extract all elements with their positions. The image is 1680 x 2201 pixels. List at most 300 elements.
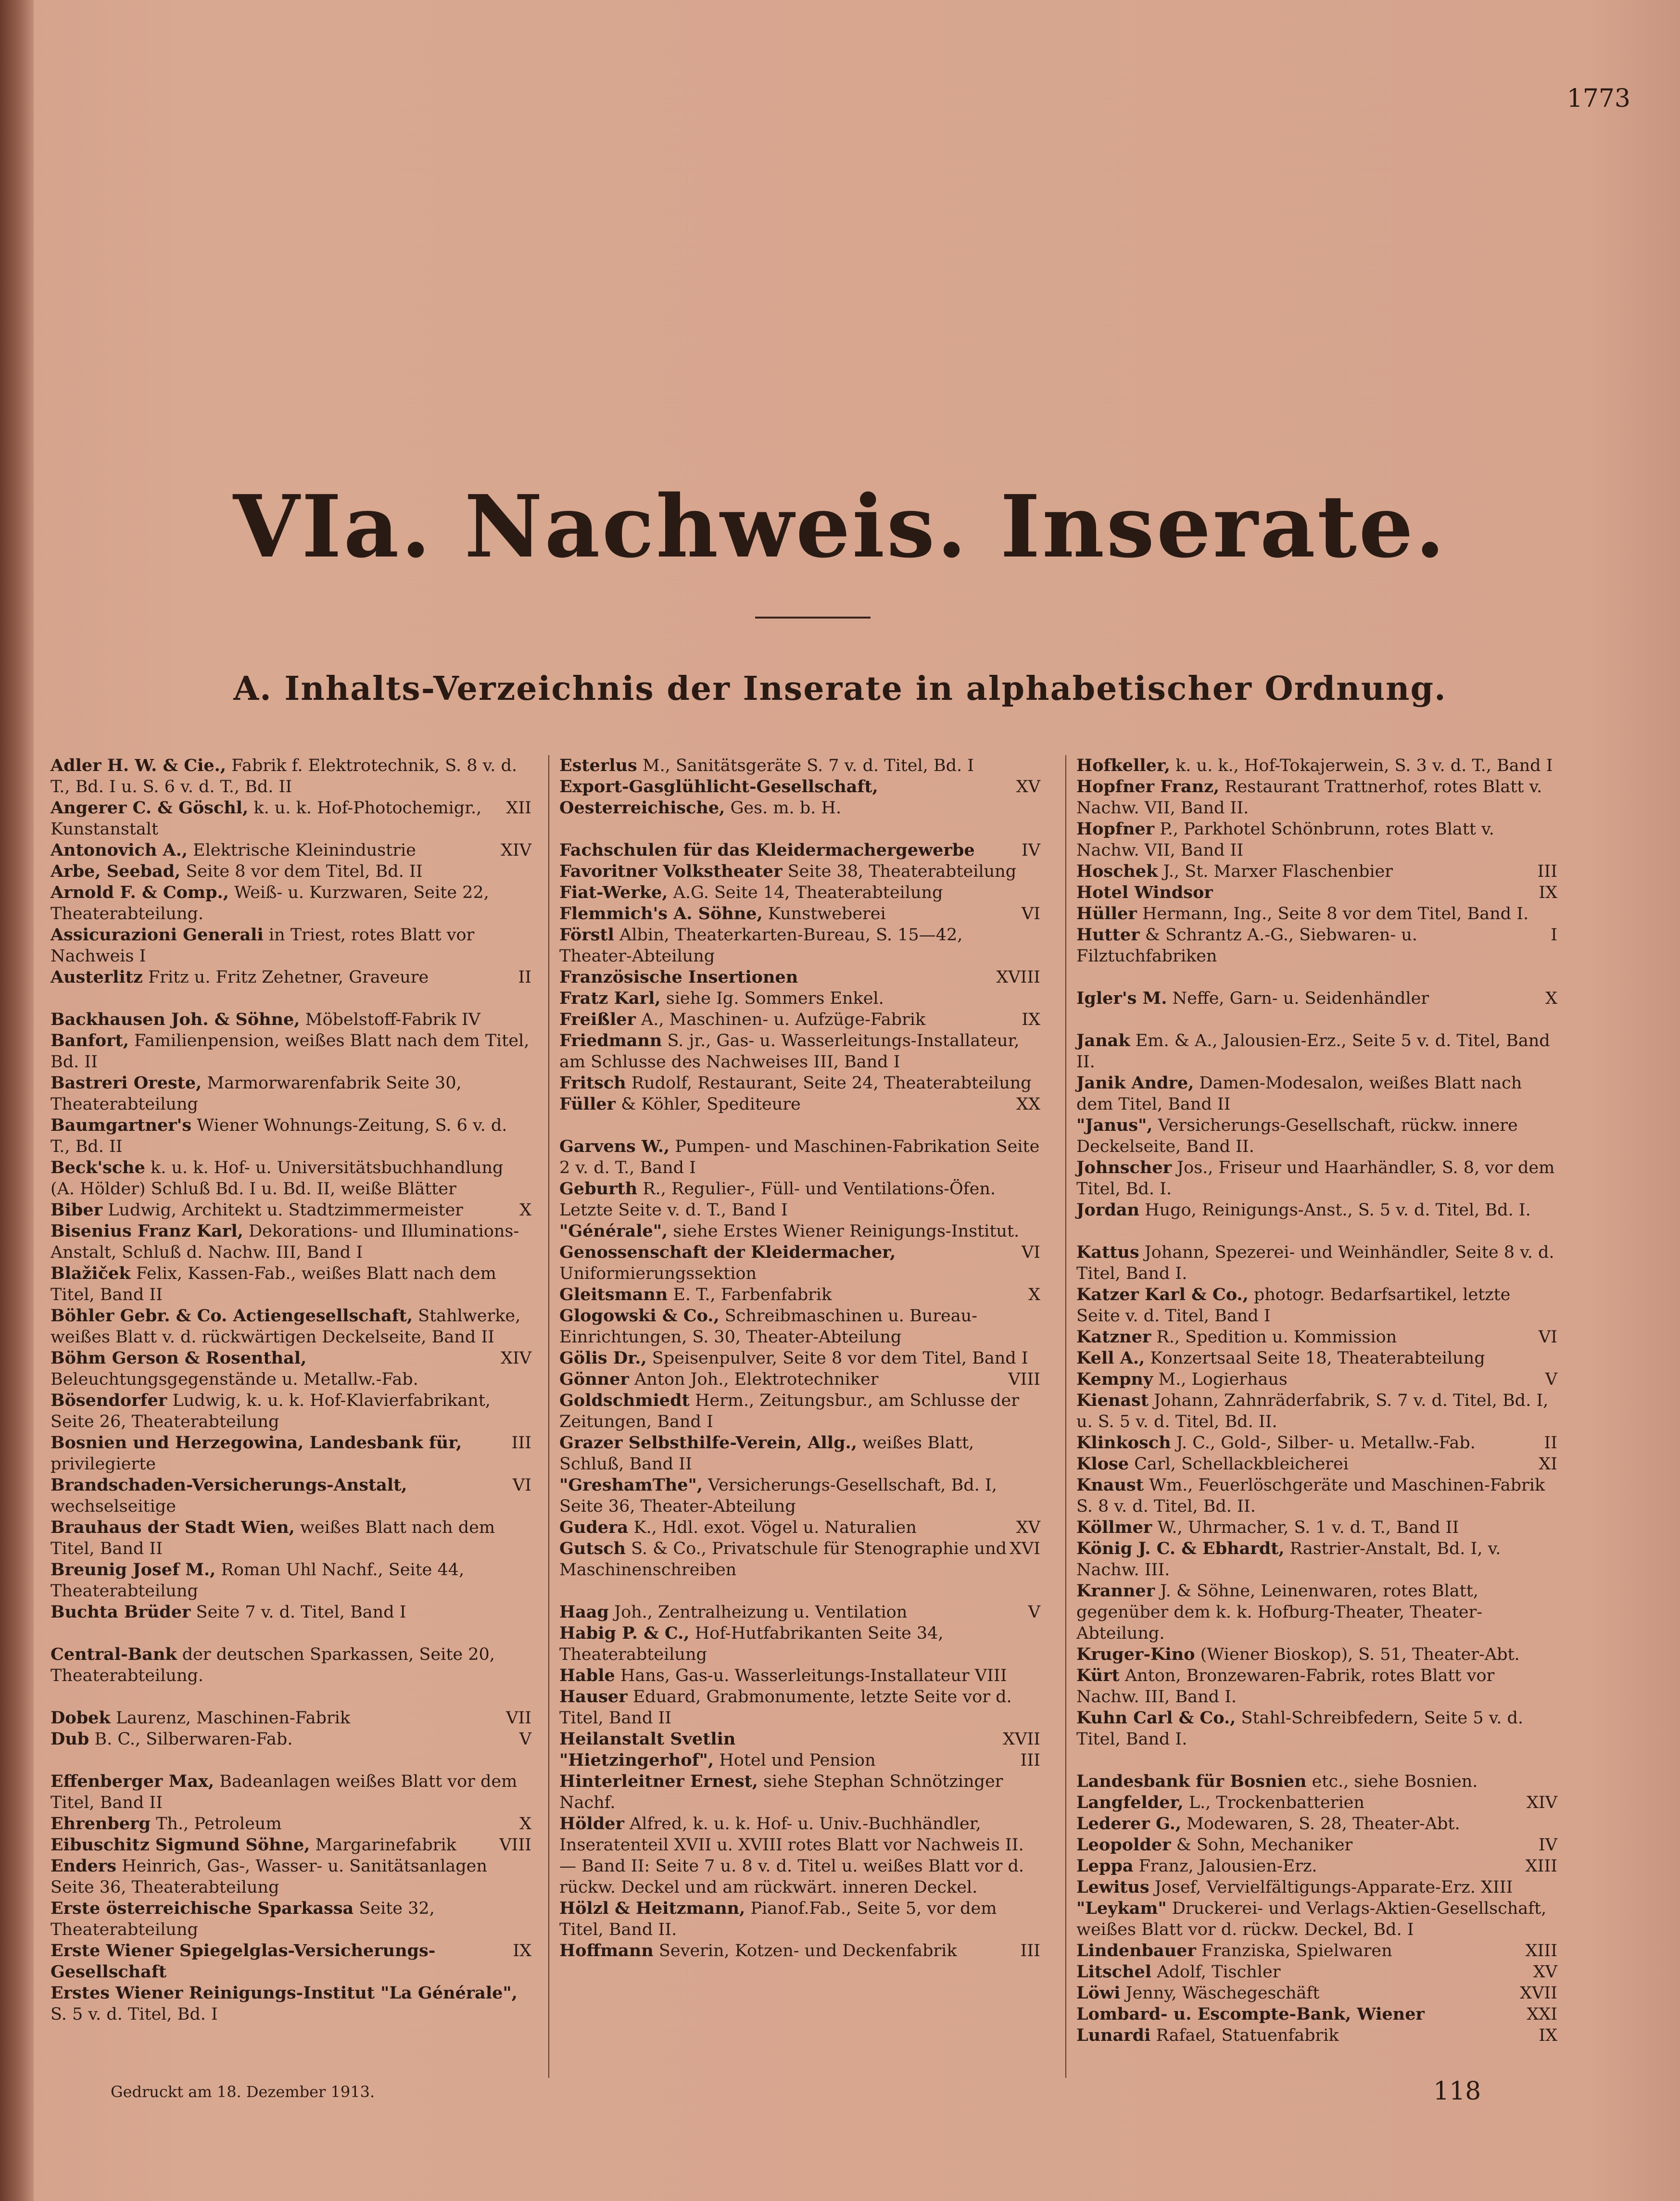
entry-description: Seite 7 v. d. Titel, Band I (190, 1603, 406, 1622)
index-entry (51, 1348, 531, 1390)
entry-description: Hermann, Ing., Seite 8 vor dem Titel, Band I. (1137, 904, 1529, 923)
entry-gap (559, 819, 1040, 840)
entry-name: Central-Bank (51, 1644, 177, 1664)
entry-name: Antonovich A., (51, 840, 188, 860)
index-entry (51, 1602, 531, 1623)
entry-name: Bösendorfer (51, 1391, 167, 1410)
index-entry (559, 840, 1040, 861)
entry-name: Glogowski & Co., (559, 1306, 720, 1326)
entry-name: Haag (559, 1602, 609, 1622)
entry-reference: III (1020, 1941, 1040, 1961)
entry-description: B. C., Silberwaren-Fab. (89, 1730, 293, 1749)
entry-name: Buchta Brüder (51, 1602, 191, 1622)
entry-name: "Hietzingerhof", (559, 1750, 714, 1770)
entry-gap (1076, 1221, 1557, 1242)
entry-description: Eduard, Grabmonumente, letzte Seite vor d. Titel, Band II (559, 1687, 1012, 1728)
entry-name: Geburth (559, 1179, 638, 1199)
index-entry (1076, 1665, 1557, 1708)
index-entry (51, 755, 531, 797)
entry-description: W., Uhrmacher, S. 1 v. d. T., Band II (1152, 1518, 1459, 1537)
entry-description: J. C., Gold-, Silber- u. Metallw.-Fab. (1171, 1433, 1476, 1453)
entry-name: Kürt (1076, 1666, 1120, 1685)
entry-reference: XI (1539, 1455, 1557, 1474)
entry-reference: XX (1016, 1095, 1040, 1114)
entry-reference: XVII (1003, 1730, 1040, 1749)
entry-description: R., Spedition u. Kommission (1151, 1328, 1397, 1347)
index-entry (559, 1517, 1040, 1538)
entry-description: A.G. Seite 14, Theaterabteilung (668, 883, 943, 902)
entry-name: Friedmann (559, 1031, 662, 1050)
entry-description: Anton, Bronzewaren-Fabrik, rotes Blatt vor Nachw. III, Band I. (1076, 1666, 1495, 1707)
entry-name: Hutter (1076, 925, 1140, 945)
entry-name: Lewitus (1076, 1877, 1149, 1897)
index-entry (559, 924, 1040, 967)
entry-name: Hotel Windsor (1076, 883, 1213, 902)
entry-description: Jos., Friseur und Haarhändler, S. 8, vor dem Titel, Bd. I. (1076, 1158, 1555, 1199)
entry-description: Th., Petroleum (150, 1814, 282, 1834)
entry-description: in Triest, rotes Blatt vor Nachweis I (51, 925, 475, 966)
index-entry (1076, 1073, 1557, 1115)
entry-gap (559, 1115, 1040, 1136)
entry-description: Wiener Wohnungs-Zeitung, S. 6 v. d. T., Bd. II (51, 1116, 507, 1156)
entry-description: M., Sanitätsgeräte S. 7 v. d. Titel, Bd. I (637, 756, 974, 775)
column-divider (1065, 755, 1066, 2078)
index-entry (559, 903, 1040, 924)
entry-description: Pianof.Fab., Seite 5, vor dem Titel, Band II. (559, 1899, 997, 1939)
entry-reference: IV (1021, 841, 1040, 860)
entry-name: "Janus", (1076, 1115, 1153, 1135)
entry-description: k. u. k. Hof-Photochemigr., Kunstanstalt (51, 798, 482, 839)
entry-description: Adolf, Tischler (1151, 1962, 1281, 1982)
entry-name: Kruger-Kino (1076, 1644, 1195, 1664)
entry-name: Backhausen Joh. & Söhne, (51, 1010, 300, 1029)
index-entry (51, 1940, 531, 1983)
index-entry (1076, 1983, 1557, 2004)
entry-name: Esterlus (559, 756, 637, 775)
index-entry (1076, 1432, 1557, 1454)
entry-name: Grazer Selbsthilfe-Verein, Allg., (559, 1433, 857, 1453)
entry-description: S. jr., Gas- u. Wasserleitungs-Installateur, am Schlusse des Nachweises III, Band I (559, 1031, 1020, 1072)
entry-name: König J. C. & Ebhardt, (1076, 1539, 1285, 1558)
index-entry (559, 1242, 1040, 1284)
entry-name: Hopfner Franz, (1076, 777, 1220, 797)
entry-name: Fratz Karl, (559, 988, 661, 1008)
entry-reference: II (1544, 1433, 1557, 1453)
index-entry (1076, 1940, 1557, 1961)
entry-name: Bosnien und Herzegowina, Landesbank für, (51, 1433, 462, 1453)
entry-name: Litschel (1076, 1962, 1152, 1982)
entry-name: Baumgartner's (51, 1115, 192, 1135)
index-entry (559, 1729, 1040, 1750)
entry-reference: XIV (500, 841, 531, 860)
index-entry (51, 1729, 531, 1750)
entry-reference: IX (1022, 1010, 1040, 1029)
entry-reference: XVIII (996, 968, 1040, 987)
entry-name: Favoritner Volkstheater (559, 861, 783, 881)
entry-reference: VI (512, 1476, 531, 1495)
entry-reference: XIII (1525, 1857, 1557, 1876)
entry-reference: IX (1539, 2026, 1557, 2045)
index-entry (559, 1602, 1040, 1623)
entry-name: Gutsch (559, 1539, 626, 1558)
entry-reference: X (1028, 1285, 1040, 1304)
entry-name: Förstl (559, 925, 614, 945)
entry-description: siehe Stephan Schnötzinger Nachf. (559, 1772, 1003, 1812)
entry-name: "GreshamThe", (559, 1475, 703, 1495)
entry-name: Hölder (559, 1814, 624, 1834)
entry-name: Genossenschaft der Kleidermacher, (559, 1242, 896, 1262)
entry-description: Rastrier-Anstalt, Bd. I, v. Nachw. III. (1076, 1539, 1501, 1580)
entry-name: Garvens W., (559, 1137, 670, 1156)
entry-name: Lindenbauer (1076, 1941, 1196, 1961)
entry-description: Franz, Jalousien-Erz. (1133, 1857, 1317, 1876)
entry-description: & Sohn, Mechaniker (1171, 1835, 1353, 1855)
entry-reference: X (519, 1201, 531, 1220)
index-entry (51, 840, 531, 861)
index-entry (559, 1623, 1040, 1665)
entry-description: E. T., Farbenfabrik (668, 1285, 832, 1304)
index-entry (51, 1009, 531, 1030)
entry-reference: XIV (500, 1349, 531, 1368)
title-divider (755, 617, 871, 619)
entry-description: Johann, Zahnräderfabrik, S. 7 v. d. Titel, Bd. I, u. S. 5 v. d. Titel, Bd. II. (1076, 1391, 1549, 1431)
entry-description: (Wiener Bioskop), S. 51, Theater-Abt. (1195, 1645, 1520, 1664)
entry-name: Kienast (1076, 1391, 1149, 1410)
index-entry (1076, 1517, 1557, 1538)
entry-description: Herm., Zeitungsbur., am Schlusse der Zeitungen, Band I (559, 1391, 1019, 1431)
index-entry (51, 1983, 531, 2025)
index-column-1 (51, 755, 531, 2025)
entry-description: Rudolf, Restaurant, Seite 24, Theaterabteilung (626, 1074, 1032, 1093)
entry-name: Katzner (1076, 1327, 1151, 1347)
entry-description: Versicherungs-Gesellschaft, rückw. innere Deckelseite, Band II. (1076, 1116, 1518, 1156)
entry-name: "Générale", (559, 1221, 668, 1241)
index-entry (559, 1432, 1040, 1475)
entry-name: Brandschaden-Versicherungs-Anstalt, (51, 1475, 407, 1495)
entry-description: L., Trockenbatterien (1183, 1793, 1364, 1812)
index-entry (1076, 1369, 1557, 1390)
index-entry (51, 1771, 531, 1813)
entry-name: Kell A., (1076, 1348, 1145, 1368)
entry-gap (51, 1686, 531, 1708)
entry-description: Schreibmaschinen u. Bureau-Einrichtungen, S. 30, Theater-Abteilung (559, 1306, 977, 1347)
index-entry (1076, 1242, 1557, 1284)
entry-description: Konzertsaal Seite 18, Theaterabteilung (1145, 1349, 1485, 1368)
entry-name: Assicurazioni Generali (51, 925, 264, 945)
entry-description: privilegierte (51, 1455, 156, 1474)
entry-name: Habig P. & C., (559, 1623, 690, 1643)
entry-name: Arnold F. & Comp., (51, 883, 229, 902)
entry-name: Austerlitz (51, 967, 143, 987)
entry-name: Hölzl & Heitzmann, (559, 1898, 745, 1918)
index-entry (51, 1898, 531, 1940)
entry-description: Speisenpulver, Seite 8 vor dem Titel, Band I (646, 1349, 1028, 1368)
entry-name: Eibuschitz Sigmund Söhne, (51, 1835, 310, 1855)
entry-name: Jordan (1076, 1200, 1139, 1220)
entry-description: A., Maschinen- u. Aufzüge-Fabrik (635, 1010, 926, 1029)
entry-description: etc., siehe Bosnien. (1306, 1772, 1478, 1791)
index-entry (1076, 819, 1557, 861)
entry-reference: I (1551, 925, 1557, 945)
entry-name: Hable (559, 1666, 615, 1685)
index-entry (559, 1178, 1040, 1221)
entry-description: Severin, Kotzen- und Deckenfabrik (653, 1941, 957, 1961)
column-divider (548, 755, 549, 2078)
index-entry (559, 1940, 1040, 1961)
entry-reference: XVII (1520, 1984, 1557, 2003)
entry-name: Landesbank für Bosnien (1076, 1771, 1307, 1791)
entry-name: Böhler Gebr. & Co. Actiengesellschaft, (51, 1306, 413, 1326)
index-entry (51, 1115, 531, 1157)
entry-name: Lunardi (1076, 2025, 1151, 2045)
entry-description: Hugo, Reinigungs-Anst., S. 5 v. d. Titel, Bd. I. (1139, 1201, 1531, 1220)
entry-reference: VI (1021, 904, 1040, 923)
entry-name: Gönner (559, 1369, 629, 1389)
entry-description: S. & Co., Privatschule für Stenographie und Maschinenschreiben (559, 1539, 1007, 1580)
index-entry (1076, 1877, 1557, 1898)
page-number: 1773 (1566, 84, 1630, 113)
index-entry (1076, 903, 1557, 924)
entry-name: Export-Gasglühlicht-Gesellschaft, Oesterreichische, (559, 777, 878, 818)
entry-name: Klose (1076, 1454, 1129, 1474)
entry-name: Böhm Gerson & Rosenthal, (51, 1348, 307, 1368)
entry-name: Goldschmiedt (559, 1391, 690, 1410)
entry-description: Joh., Zentralheizung u. Ventilation (608, 1603, 908, 1622)
entry-description: Carl, Schellackbleicherei (1129, 1455, 1349, 1474)
entry-name: Langfelder, (1076, 1793, 1184, 1812)
entry-name: Fiat-Werke, (559, 883, 668, 902)
entry-name: Knaust (1076, 1475, 1144, 1495)
entry-name: Enders (51, 1856, 117, 1876)
entry-description: & Schrantz A.-G., Siebwaren- u. Filztuchfabriken (1076, 925, 1417, 966)
entry-reference: V (1028, 1603, 1040, 1622)
entry-description: R., Regulier-, Füll- und Ventilations-Öfen. Letzte Seite v. d. T., Band I (559, 1179, 996, 1220)
entry-description: Uniformierungssektion (559, 1264, 757, 1283)
index-entry (559, 1030, 1040, 1073)
entry-name: Johnscher (1076, 1158, 1172, 1177)
entry-description: Josef, Vervielfältigungs-Apparate-Erz. XIII (1149, 1878, 1513, 1897)
entry-name: Hopfner (1076, 819, 1155, 839)
entry-description: Jenny, Wäschegeschäft (1120, 1984, 1320, 2003)
entry-name: Kranner (1076, 1581, 1155, 1601)
index-entry (559, 1538, 1040, 1581)
entry-description: Fritz u. Fritz Zehetner, Graveure (142, 968, 429, 987)
entry-name: Hüller (1076, 904, 1137, 923)
index-entry (559, 861, 1040, 882)
entry-name: Arbe, Seebad, (51, 861, 181, 881)
entry-reference: VIII (499, 1835, 531, 1855)
index-entry (559, 755, 1040, 776)
index-entry (1076, 755, 1557, 776)
entry-description: M., Logierhaus (1153, 1370, 1288, 1389)
entry-description: Ludwig, Architekt u. Stadtzimmermeister (102, 1201, 463, 1220)
entry-description: Laurenz, Maschinen-Fabrik (110, 1708, 351, 1728)
entry-reference: X (1545, 989, 1557, 1008)
index-entry (1076, 1475, 1557, 1517)
index-entry (51, 1157, 531, 1200)
entry-gap (1076, 1750, 1557, 1771)
index-entry (51, 1856, 531, 1898)
index-entry (559, 882, 1040, 903)
entry-name: Brauhaus der Stadt Wien, (51, 1518, 295, 1537)
entry-description: Damen-Modesalon, weißes Blatt nach dem Titel, Band II (1076, 1074, 1522, 1114)
entry-description: Möbelstoff-Fabrik IV (300, 1010, 480, 1029)
entry-name: Adler H. W. & Cie., (51, 756, 227, 775)
entry-description: Stahlwerke, weißes Blatt v. d. rückwärtigen Deckelseite, Band II (51, 1306, 521, 1347)
entry-name: Blažiček (51, 1264, 131, 1283)
entry-description: Franziska, Spielwaren (1196, 1941, 1392, 1961)
entry-description: Restaurant Trattnerhof, rotes Blatt v. Nachw. VII, Band II. (1076, 777, 1542, 818)
entry-name: Hoschek (1076, 861, 1158, 881)
entry-description: Fabrik f. Elektrotechnik, S. 8 v. d. T., Bd. I u. S. 6 v. d. T., Bd. II (51, 756, 518, 797)
entry-description: der deutschen Sparkassen, Seite 20, Theaterabteilung. (51, 1645, 495, 1685)
entry-name: Hinterleitner Ernest, (559, 1771, 758, 1791)
index-entry (1076, 1792, 1557, 1813)
entry-description: Elektrische Kleinindustrie (188, 841, 416, 860)
entry-reference: VIII (1008, 1370, 1040, 1389)
entry-name: Kattus (1076, 1242, 1139, 1262)
index-entry (51, 1475, 531, 1517)
entry-reference: XIV (1526, 1793, 1557, 1812)
entry-name: Bisenius Franz Karl, (51, 1221, 243, 1241)
entry-description: Hans, Gas-u. Wasserleitungs-Installateur VIII (615, 1666, 1007, 1685)
binding-gutter (0, 0, 34, 2201)
entry-description: Heinrich, Gas-, Wasser- u. Sanitätsanlagen Seite 36, Theaterabteilung (51, 1857, 487, 1897)
index-entry (1076, 1157, 1557, 1200)
entry-description: Ludwig, k. u. k. Hof-Klavierfabrikant, Seite 26, Theaterabteilung (51, 1391, 491, 1431)
index-entry (51, 1263, 531, 1305)
entry-description: Weiß- u. Kurzwaren, Seite 22, Theaterabteilung. (51, 883, 489, 923)
entry-description: Roman Uhl Nachf., Seite 44, Theaterabteilung (51, 1560, 465, 1601)
index-entry (559, 1305, 1040, 1348)
entry-name: Gleitsmann (559, 1285, 668, 1304)
entry-name: Löwi (1076, 1983, 1121, 2003)
entry-name: Köllmer (1076, 1518, 1152, 1537)
entry-description: Versicherungs-Gesellschaft, Bd. I, Seite 36, Theater-Abteilung (559, 1476, 997, 1516)
entry-description: Albin, Theaterkarten-Bureau, S. 15—42, Theater-Abteilung (559, 925, 963, 966)
index-entry (51, 1305, 531, 1348)
entry-description: Beleuchtungsgegenstände u. Metallw.-Fab. (51, 1370, 418, 1389)
entry-name: Erstes Wiener Reinigungs-Institut "La Générale", (51, 1983, 518, 2003)
entry-gap (51, 1623, 531, 1644)
entry-description: siehe Ig. Sommers Enkel. (660, 989, 884, 1008)
entry-name: Janik Andre, (1076, 1073, 1194, 1093)
entry-name: Beck'sche (51, 1158, 145, 1177)
entry-reference: XXI (1527, 2005, 1557, 2024)
entry-name: Kuhn Carl & Co., (1076, 1708, 1236, 1728)
index-entry (559, 1686, 1040, 1729)
entry-name: Banfort, (51, 1031, 129, 1050)
entry-name: Erste Wiener Spiegelglas-Versicherungs-Gesellschaft (51, 1941, 436, 1982)
index-entry (1076, 1644, 1557, 1665)
index-entry (1076, 1961, 1557, 1983)
index-entry (1076, 1581, 1557, 1644)
index-entry (1076, 861, 1557, 882)
index-entry (51, 1200, 531, 1221)
entry-name: Angerer C. & Göschl, (51, 798, 249, 818)
entry-reference: XVI (1009, 1539, 1040, 1558)
entry-description: Anton Joh., Elektrotechniker (629, 1370, 879, 1389)
entry-reference: XIII (1525, 1941, 1557, 1961)
entry-name: Klinkosch (1076, 1433, 1171, 1453)
index-entry (51, 1708, 531, 1729)
entry-name: Gudera (559, 1518, 629, 1537)
entry-description: Margarinefabrik (310, 1835, 456, 1855)
index-entry (51, 1559, 531, 1602)
entry-description: weißes Blatt, Schluß, Band II (559, 1433, 974, 1474)
index-entry (559, 1665, 1040, 1686)
entry-name: Bastreri Oreste, (51, 1073, 202, 1093)
entry-name: Leopolder (1076, 1835, 1171, 1855)
entry-name: Effenberger Max, (51, 1771, 215, 1791)
entry-description: Druckerei- und Verlags-Aktien-Gesellschaft, weißes Blatt vor d. rückw. Deckel, Bd. I (1076, 1899, 1547, 1939)
entry-name: Hofkeller, (1076, 756, 1170, 775)
entry-name: Ehrenberg (51, 1814, 151, 1834)
index-entry (559, 1898, 1040, 1940)
entry-name: Gölis Dr., (559, 1348, 647, 1368)
index-entry (51, 1030, 531, 1073)
entry-gap (51, 988, 531, 1009)
entry-name: Biber (51, 1200, 103, 1220)
index-entry (51, 1644, 531, 1686)
entry-description: Hof-Hutfabrikanten Seite 34, Theaterabteilung (559, 1624, 944, 1664)
entry-reference: III (511, 1433, 531, 1453)
entry-description: Modewaren, S. 28, Theater-Abt. (1181, 1814, 1460, 1834)
entry-reference: V (519, 1730, 531, 1749)
index-entry (1076, 2004, 1557, 2025)
index-entry (559, 1073, 1040, 1094)
section-title: A. Inhalts-Verzeichnis der Inserate in alphabetischer Ordnung. (233, 670, 1447, 708)
index-entry (51, 1390, 531, 1432)
entry-gap (1076, 1009, 1557, 1030)
index-entry (559, 1750, 1040, 1771)
entry-gap (1076, 967, 1557, 988)
index-entry (51, 882, 531, 924)
entry-name: Lombard- u. Escompte-Bank, Wiener (1076, 2004, 1425, 2024)
entry-description: Stahl-Schreibfedern, Seite 5 v. d. Titel, Band I. (1076, 1708, 1524, 1749)
index-entry (1076, 882, 1557, 903)
index-entry (559, 1390, 1040, 1432)
entry-reference: VII (506, 1708, 531, 1728)
entry-reference: IX (513, 1941, 531, 1961)
entry-description: S. 5 v. d. Titel, Bd. I (51, 2005, 218, 2024)
entry-name: Erste österreichische Sparkassa (51, 1898, 354, 1918)
entry-description: Seite 8 vor dem Titel, Bd. II (180, 862, 423, 881)
index-entry (1076, 1538, 1557, 1581)
entry-name: Fachschulen für das Kleidermachergewerbe (559, 840, 975, 860)
entry-description: Johann, Spezerei- und Weinhändler, Seite 8 v. d. Titel, Band I. (1076, 1243, 1554, 1283)
index-entry (1076, 1327, 1557, 1348)
entry-description: Hotel und Pension (714, 1751, 876, 1770)
sheet-number: 118 (1433, 2077, 1481, 2106)
entry-name: "Leykam" (1076, 1898, 1167, 1918)
entry-description: Dekorations- und Illuminations-Anstalt, Schluß d. Nachw. III, Band I (51, 1222, 519, 1262)
index-entry (1076, 1834, 1557, 1856)
index-entry (559, 1094, 1040, 1115)
index-column-2 (559, 755, 1040, 1961)
entry-description: wechselseitige (51, 1497, 176, 1516)
index-entry (1076, 1284, 1557, 1327)
index-entry (1076, 1115, 1557, 1157)
index-entry (51, 797, 531, 840)
entry-name: Dobek (51, 1708, 111, 1728)
index-entry (1076, 776, 1557, 819)
entry-name: Breunig Josef M., (51, 1560, 216, 1580)
index-entry (51, 924, 531, 967)
entry-description: & Köhler, Spediteure (615, 1095, 801, 1114)
index-entry (51, 1813, 531, 1834)
entry-reference: XII (506, 798, 531, 818)
